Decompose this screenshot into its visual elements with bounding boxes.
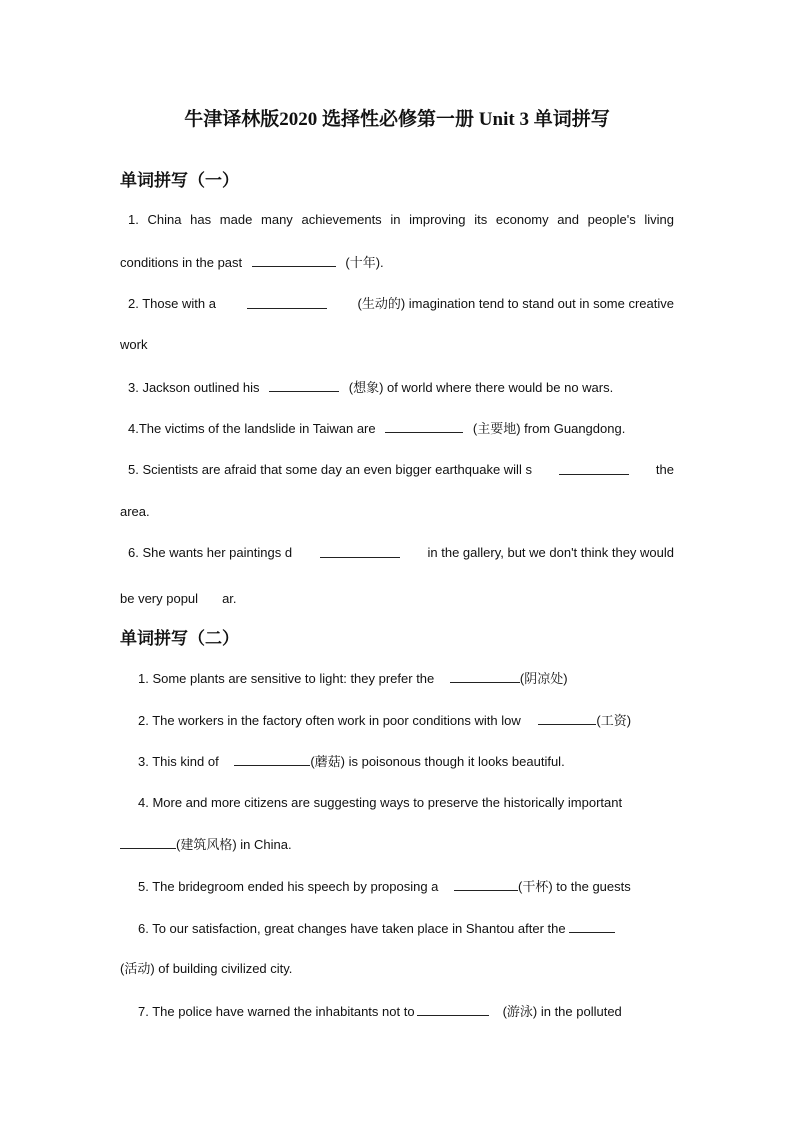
s1-q6-text: 6. She wants her paintings d [128, 545, 293, 560]
s2-q2-hint: (工资) [596, 713, 632, 728]
answer-blank[interactable] [385, 420, 463, 433]
answer-blank[interactable] [234, 753, 310, 766]
s2-q7-text: 7. The police have warned the inhabitants not to [138, 1004, 415, 1019]
s2-q2-text: 2. The workers in the factory often work in poor conditions with low [138, 713, 521, 728]
s2-q4-line1: 4. More and more citizens are suggesting ways to preserve the historically important [138, 795, 623, 810]
s2-q1-text: 1. Some plants are sensitive to light: they prefer the [138, 671, 435, 686]
s1-q4-text: 4.The victims of the landslide in Taiwan are [128, 421, 376, 436]
answer-blank[interactable] [538, 712, 596, 725]
s2-q2-line [138, 712, 631, 729]
answer-blank[interactable] [269, 379, 339, 392]
s2-q6-line1 [138, 920, 615, 937]
s2-q7-line [138, 1003, 622, 1020]
s2-q6-line2: (活动) of building civilized city. [120, 961, 293, 976]
s1-q2-line1 [128, 296, 674, 312]
s1-q2-text: 2. Those with a [128, 296, 216, 311]
document-title: 牛津译林版2020 选择性必修第一册 Unit 3 单词拼写 [184, 109, 610, 130]
s1-q6-text-b2: ar. [222, 591, 237, 606]
s1-q5-tail: the [655, 462, 674, 477]
answer-blank[interactable] [247, 296, 327, 309]
s1-q1-hint: (十年). [345, 255, 384, 270]
s1-q2-line2: work [120, 337, 148, 352]
s2-q5-line [138, 878, 631, 895]
s2-q1-hint: (阴凉处) [519, 671, 568, 686]
s2-q3-line [138, 753, 565, 770]
section-heading-1: 单词拼写（一） [120, 171, 239, 190]
s1-q4-line [128, 420, 625, 437]
s1-q1-line2 [120, 254, 384, 271]
s2-q5-hint: (干杯) to the guests [518, 879, 631, 894]
s1-q5-line2: area. [120, 504, 150, 519]
s1-q5-text: 5. Scientists are afraid that some day an even bigger earthquake will s [128, 462, 532, 477]
s1-q4-hint: (主要地) from Guangdong. [472, 421, 626, 436]
s1-q3-text: 3. Jackson outlined his [128, 380, 260, 395]
s1-q5-line1 [128, 462, 674, 478]
s1-q3-hint: (想象) of world where there would be no wars. [348, 380, 614, 395]
s2-q1-line [138, 670, 568, 687]
answer-blank[interactable] [417, 1003, 489, 1016]
s1-q1-text: conditions in the past [120, 255, 243, 270]
answer-blank[interactable] [252, 254, 336, 267]
s1-q6-tail: in the gallery, but we don't think they would [427, 545, 674, 560]
s2-q5-text: 5. The bridegroom ended his speech by proposing a [138, 879, 439, 894]
section-heading-2: 单词拼写（二） [120, 629, 239, 648]
answer-blank[interactable] [569, 920, 615, 933]
answer-blank[interactable] [120, 836, 176, 849]
s1-q6-text-b1: be very popul [120, 591, 199, 606]
s1-q6-line1 [128, 545, 674, 561]
answer-blank[interactable] [454, 878, 518, 891]
s2-q7-hint: (游泳) in the polluted [502, 1004, 622, 1019]
s1-q2-hint: (生动的) imagination tend to stand out in some creative [357, 296, 674, 311]
s2-q4-hint: (建筑风格) in China. [176, 837, 292, 852]
s2-q6-text: 6. To our satisfaction, great changes have taken place in Shantou after the [138, 921, 566, 936]
s1-q1-line1: 1. China has made many achievements in improving its economy and people's living [128, 212, 674, 227]
s2-q4-line2 [120, 836, 292, 853]
s2-q3-hint: (蘑菇) is poisonous though it looks beautiful. [310, 754, 565, 769]
s1-q3-line [128, 379, 613, 396]
s2-q3-text: 3. This kind of [138, 754, 219, 769]
answer-blank[interactable] [559, 462, 629, 475]
answer-blank[interactable] [450, 670, 520, 683]
answer-blank[interactable] [320, 545, 400, 558]
s1-q6-line2 [120, 591, 237, 607]
